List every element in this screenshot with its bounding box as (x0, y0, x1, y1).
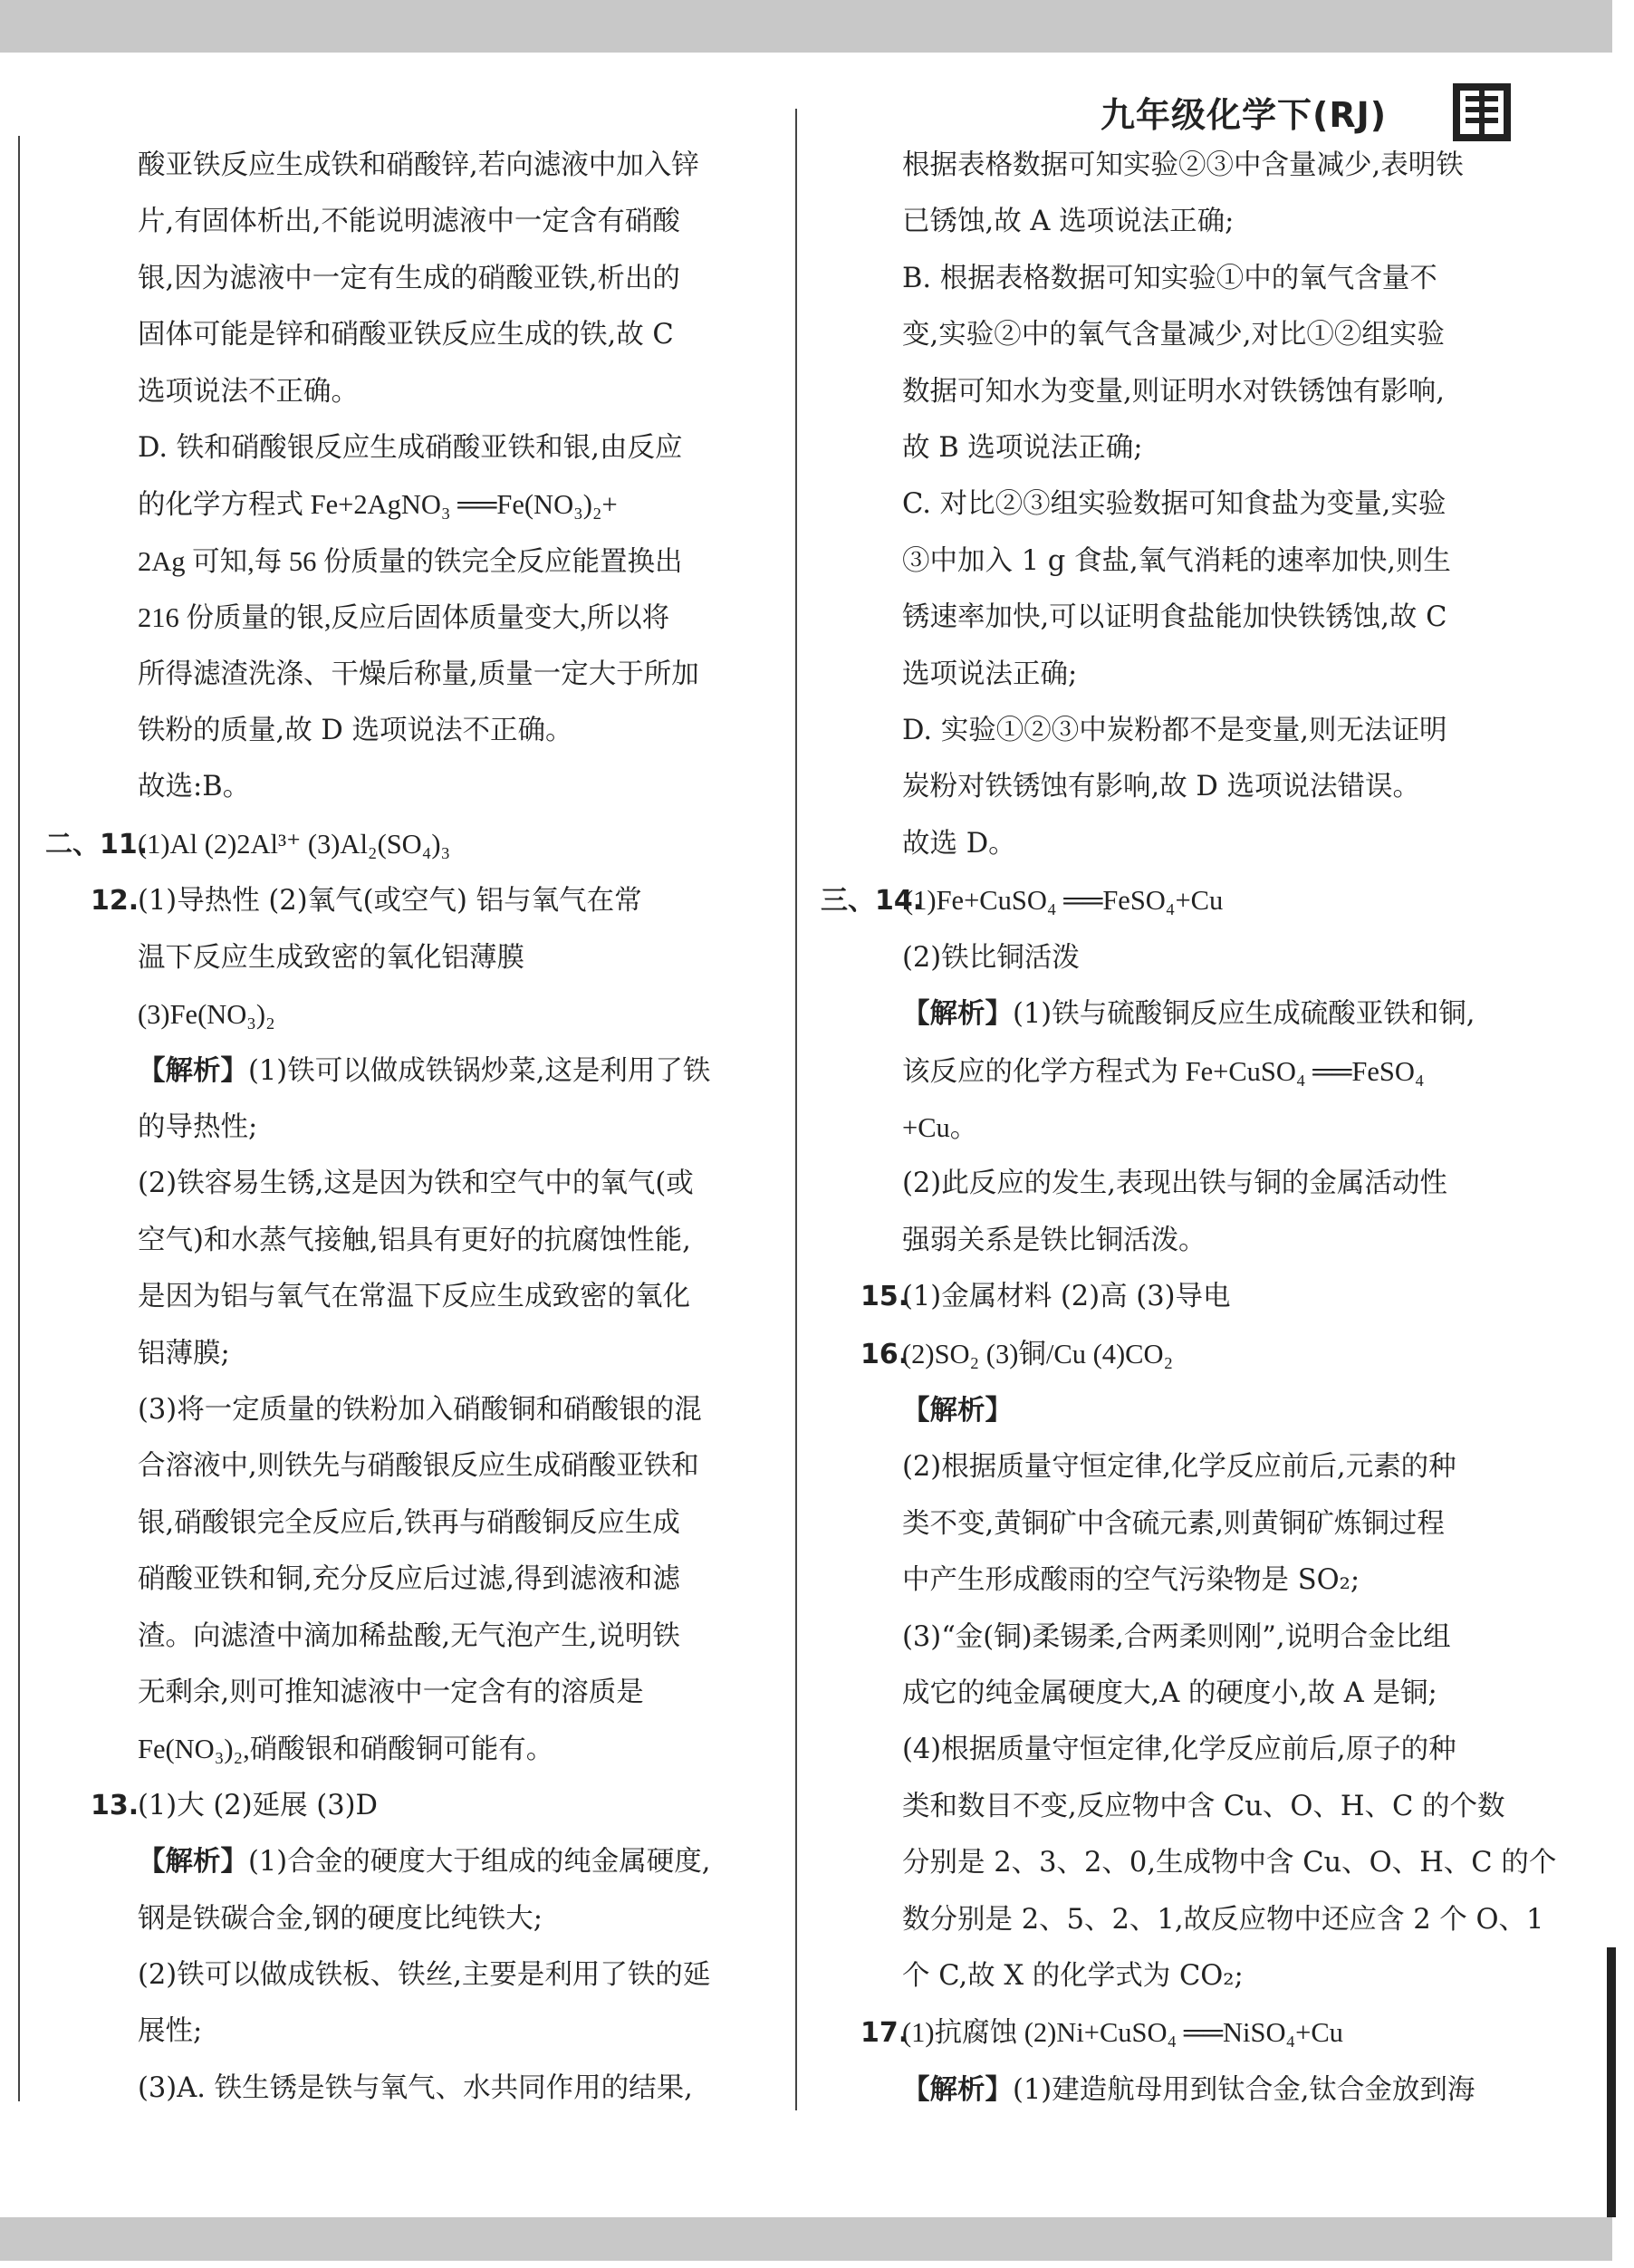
question-13 (0, 1778, 793, 1834)
analysis-line: (4)根据质量守恒定律,化学反应前后,原子的种 (902, 1734, 1456, 1766)
answer-text: (1)大 (2)延展 (3)D (138, 1789, 378, 1821)
text-line: 2Ag 可知,每 56 份质量的铁完全反应能置换出 (138, 545, 683, 577)
analysis-line: 渣。向滤渣中滴加稀盐酸,无气泡产生,说明铁 (138, 1619, 680, 1652)
analysis-text: (1)铁可以做成铁锅炒菜,这是利用了铁 (248, 1054, 711, 1087)
bottom-scan-band (0, 2217, 1612, 2261)
analysis-line: +Cu。 (902, 1111, 978, 1143)
analysis-tag: 【解析】 (902, 2073, 1013, 2106)
question-number: 15. (860, 1281, 909, 1313)
text-line: 固体可能是锌和硝酸亚铁反应生成的铁,故 C (138, 319, 674, 351)
left-column (0, 138, 793, 2117)
analysis-line (0, 1043, 793, 1100)
analysis-tag: 【解析】 (902, 1394, 1013, 1427)
text-line: 故 B 选项说法正确; (902, 432, 1143, 465)
analysis-text: (1)铁与硫酸铜反应生成硫酸亚铁和铜, (1013, 998, 1475, 1031)
text-line: 的化学方程式 Fe+2AgNO₃ ══Fe(NO₃)₂+ (138, 489, 618, 521)
analysis-line: 合溶液中,则铁先与硝酸银反应生成硝酸亚铁和 (138, 1450, 699, 1483)
text-line: 选项说法不正确。 (138, 375, 359, 408)
text-line: ③中加入 1 g 食盐,氧气消耗的速率加快,则生 (902, 544, 1451, 577)
analysis-line (0, 1834, 793, 1890)
analysis-line: 数分别是 2、5、2、1,故反应物中还应含 2 个 O、1 (902, 1903, 1544, 1936)
analysis-text: (1)合金的硬度大于组成的纯金属硬度, (248, 1846, 711, 1879)
question-number: 13. (91, 1789, 139, 1821)
analysis-line: 硝酸亚铁和铜,充分反应后过滤,得到滤液和滤 (138, 1563, 680, 1596)
text-line: D. 铁和硝酸银反应生成硝酸亚铁和银,由反应 (138, 432, 683, 465)
answer-text: (1)Fe+CuSO₄ ══FeSO₄+Cu (904, 885, 1224, 917)
column-divider (795, 109, 797, 2110)
question-11 (0, 816, 793, 873)
analysis-line: 无剩余,则可推知滤液中一定含有的溶质是 (138, 1676, 644, 1708)
text-line: 银,因为滤液中一定有生成的硝酸亚铁,析出的 (138, 262, 680, 294)
text-line: C. 对比②③组实验数据可知食盐为变量,实验 (902, 488, 1447, 521)
question-number: 17. (860, 2017, 909, 2050)
text-line: 选项说法正确; (902, 658, 1078, 690)
analysis-line: (3)将一定质量的铁粉加入硝酸铜和硝酸银的混 (138, 1393, 702, 1426)
question-14 (821, 872, 1594, 929)
analysis-tag: 【解析】 (138, 1846, 248, 1879)
text-line: 216 份质量的银,反应后固体质量变大,所以将 (138, 602, 670, 634)
right-column (821, 138, 1594, 2119)
text-line: 炭粉对铁锈蚀有影响,故 D 选项说法错误。 (902, 771, 1421, 803)
analysis-line: 类不变,黄铜矿中含硫元素,则黄铜矿炼铜过程 (902, 1507, 1445, 1540)
question-12 (0, 873, 793, 929)
question-number: 16. (860, 1338, 909, 1370)
analysis-tag: 【解析】 (902, 998, 1013, 1031)
answer-line: 温下反应生成致密的氧化铝薄膜 (138, 941, 524, 974)
text-line: 所得滤渣洗涤、干燥后称量,质量一定大于所加 (138, 658, 699, 690)
page-header-title: 九年级化学下(RJ) (1101, 95, 1388, 135)
analysis-line: 类和数目不变,反应物中含 Cu、O、H、C 的个数 (902, 1790, 1505, 1822)
text-line: 根据表格数据可知实验②③中含量减少,表明铁 (902, 149, 1464, 181)
analysis-line: 中产生形成酸雨的空气污染物是 SO₂; (902, 1564, 1360, 1597)
answer-text: (1)Al (2)2Al³⁺ (3)Al₂(SO₄)₃ (138, 828, 451, 860)
text-line: 故选 D。 (902, 827, 1016, 860)
text-line: 片,有固体析出,不能说明滤液中一定含有硝酸 (138, 206, 680, 238)
answer-text: (1)抗腐蚀 (2)Ni+CuSO₄ ══NiSO₄+Cu (902, 2017, 1343, 2049)
text-line: 已锈蚀,故 A 选项说法正确; (902, 206, 1235, 238)
analysis-line: 铝薄膜; (138, 1337, 230, 1369)
analysis-line: 强弱关系是铁比铜活泼。 (902, 1224, 1206, 1256)
analysis-line: 成它的纯金属硬度大,A 的硬度小,故 A 是铜; (902, 1677, 1437, 1709)
analysis-line (870, 2062, 1594, 2119)
analysis-line: 是因为铝与氧气在常温下反应生成致密的氧化 (138, 1281, 690, 1313)
answer-text: (1)导热性 (2)氧气(或空气) 铝与氧气在常 (138, 885, 642, 918)
text-line: B. 根据表格数据可知实验①中的氧气含量不 (902, 262, 1437, 294)
text-line: 酸亚铁反应生成铁和硝酸锌,若向滤液中加入锌 (138, 149, 699, 181)
analysis-line: 展性; (138, 2015, 203, 2048)
analysis-line: 该反应的化学方程式为 Fe+CuSO₄ ══FeSO₄ (902, 1055, 1425, 1087)
analysis-line: 银,硝酸银完全反应后,铁再与硝酸铜反应生成 (138, 1506, 680, 1539)
answer-text: (2)SO₂ (3)铜/Cu (4)CO₂ (902, 1338, 1174, 1369)
analysis-line: (2)根据质量守恒定律,化学反应前后,元素的种 (902, 1451, 1456, 1484)
analysis-line: 的导热性; (138, 1110, 258, 1143)
text-line: D. 实验①②③中炭粉都不是变量,则无法证明 (902, 715, 1447, 747)
answer-line: (2)铁比铜活泼 (902, 941, 1080, 974)
analysis-line: (2)铁可以做成铁板、铁丝,主要是利用了铁的延 (138, 1959, 711, 1991)
analysis-tag: 【解析】 (138, 1054, 248, 1087)
text-line: 故选:B。 (138, 771, 251, 803)
book-logo-icon (1449, 80, 1514, 145)
analysis-line: 个 C,故 X 的化学式为 CO₂; (902, 1960, 1244, 1992)
analysis-line: (2)此反应的发生,表现出铁与铜的金属活动性 (902, 1168, 1447, 1200)
answer-text: (1)金属材料 (2)高 (3)导电 (902, 1281, 1231, 1313)
analysis-line: 空气)和水蒸气接触,铝具有更好的抗腐蚀性能, (138, 1224, 691, 1256)
text-line: 铁粉的质量,故 D 选项说法不正确。 (138, 715, 573, 747)
analysis-line (870, 986, 1594, 1043)
question-17 (860, 2004, 1594, 2061)
analysis-line: Fe(NO₃)₂,硝酸银和硝酸铜可能有。 (138, 1734, 554, 1765)
page-edge-shadow (1607, 1947, 1616, 2217)
question-number: 二、11. (45, 828, 149, 860)
answer-line: (3)Fe(NO₃)₂ (138, 999, 275, 1031)
question-number: 12. (91, 885, 139, 918)
analysis-line: 分别是 2、3、2、0,生成物中含 Cu、O、H、C 的个 (902, 1847, 1557, 1879)
analysis-line: (2)铁容易生锈,这是因为铁和空气中的氧气(或 (138, 1168, 694, 1200)
question-number: 三、14. (821, 885, 924, 918)
text-line: 数据可知水为变量,则证明水对铁锈蚀有影响, (902, 375, 1445, 408)
text-line: 变,实验②中的氧气含量减少,对比①②组实验 (902, 319, 1445, 351)
analysis-line: 钢是铁碳合金,钢的硬度比纯铁大; (138, 1902, 543, 1935)
top-scan-band (0, 0, 1612, 53)
analysis-text: (1)建造航母用到钛合金,钛合金放到海 (1013, 2073, 1475, 2106)
question-15 (860, 1269, 1594, 1325)
question-16 (860, 1326, 1594, 1383)
analysis-line: (3)A. 铁生锈是铁与氧气、水共同作用的结果, (138, 2071, 693, 2104)
analysis-line: (3)“金(铜)柔锡柔,合两柔则刚”,说明合金比组 (902, 1620, 1451, 1653)
text-line: 锈速率加快,可以证明食盐能加快铁锈蚀,故 C (902, 601, 1447, 634)
